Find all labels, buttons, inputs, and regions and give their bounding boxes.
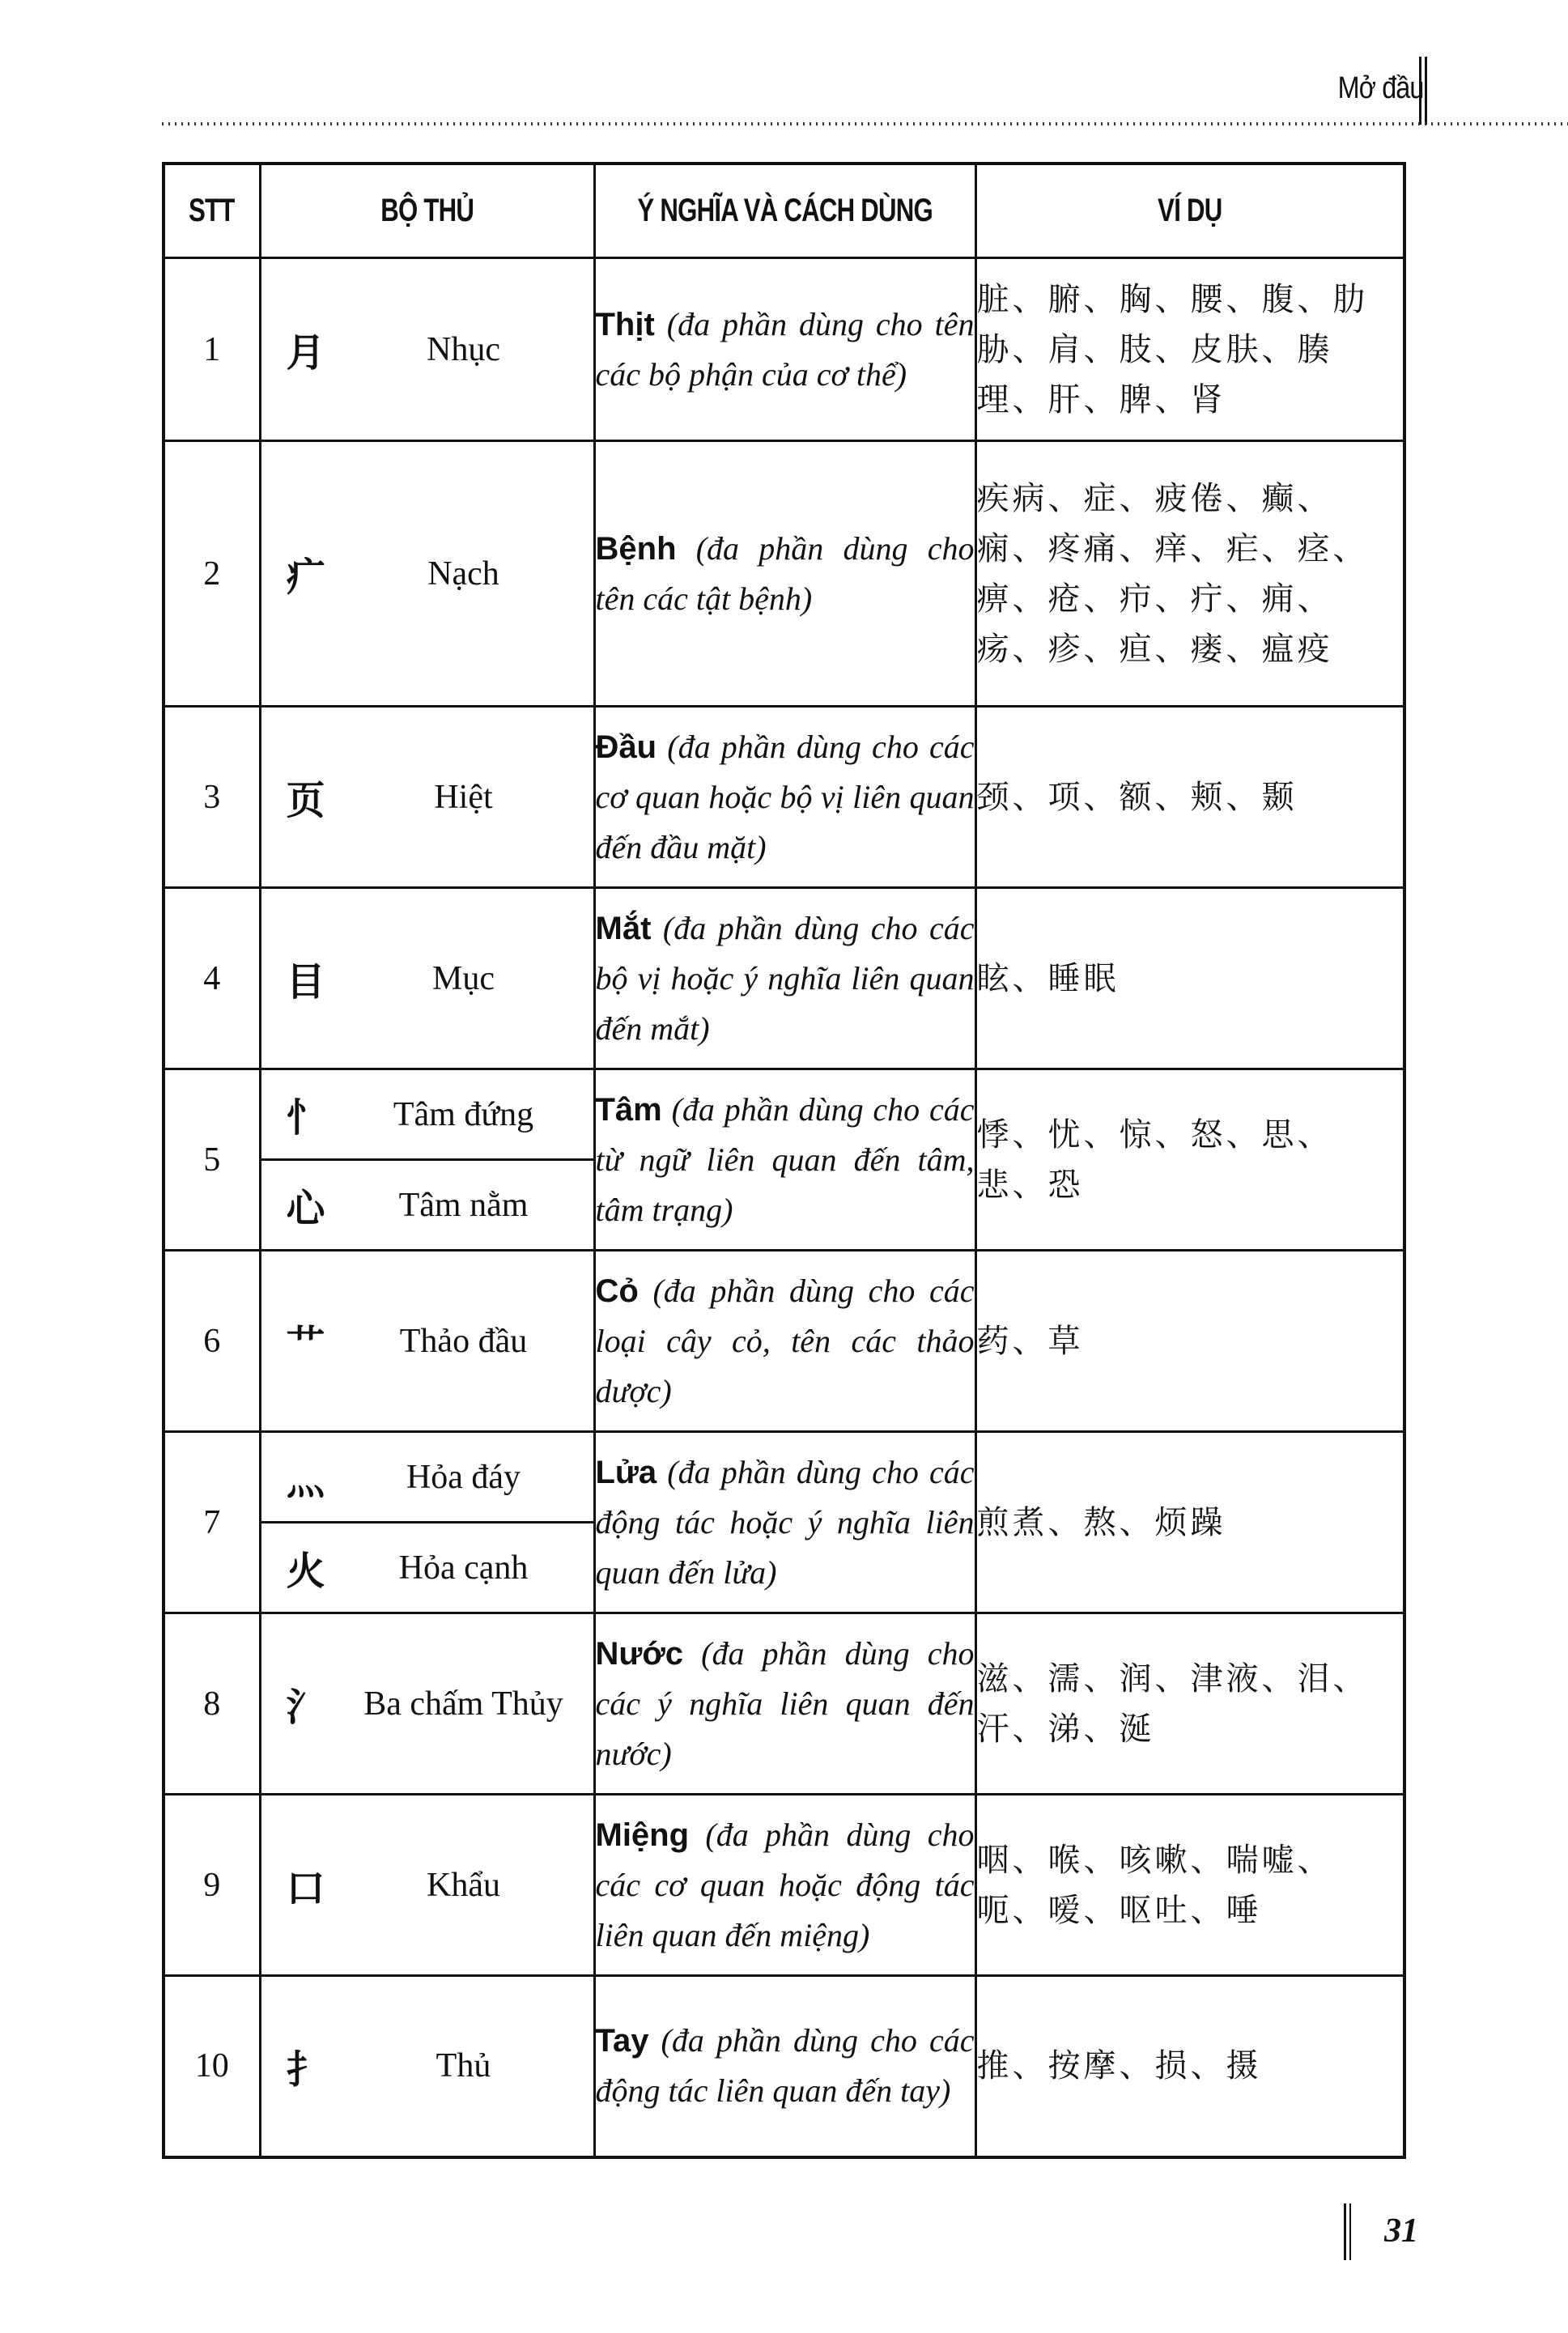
meaning-cell — [594, 441, 975, 707]
chapter-title: Mở đầu — [1338, 71, 1424, 105]
header-stt: STT — [164, 164, 260, 258]
table-row — [164, 1069, 1404, 1160]
examples-cell: 药、草 — [975, 1251, 1404, 1432]
stt-cell: 4 — [164, 888, 260, 1069]
stt-cell: 3 — [164, 707, 260, 888]
examples-cell: 悸、忧、惊、怒、思、悲、恐 — [975, 1069, 1404, 1251]
meaning-description: (đa phần dùng cho các cơ quan hoặc động tác liên quan đến miệng) — [595, 1816, 975, 1953]
dotted-rule — [162, 122, 1568, 125]
radical-glyph: 页 — [286, 778, 325, 823]
meaning-description: (đa phần dùng cho tên các bộ phận của cơ thể) — [595, 305, 975, 393]
radical-cell — [260, 1976, 594, 2157]
table-row — [164, 1976, 1404, 2157]
meaning-description: (đa phần dùng cho các từ ngữ liên quan đến tâm, tâm trạng) — [595, 1090, 975, 1228]
radical-cell — [260, 1069, 594, 1160]
page-number-bar — [1344, 2203, 1351, 2260]
radical — [261, 1177, 593, 1233]
meaning-cell — [594, 707, 975, 888]
radical-name: Ba chấm Thủy — [363, 1685, 563, 1723]
examples-cell: 推、按摩、损、摄 — [975, 1976, 1404, 2157]
radical-cell — [260, 888, 594, 1069]
examples-cell: 疾病、症、疲倦、癫、痫、疼痛、痒、疟、痉、痹、疮、疖、疔、痈、疡、疹、疸、瘘、瘟疫 — [975, 441, 1404, 707]
meaning-description: (đa phần dùng cho các cơ quan hoặc bộ vị liên quan đến đầu mặt) — [595, 728, 975, 865]
meaning-cell — [594, 1069, 975, 1251]
meaning-cell — [594, 1432, 975, 1613]
radical-cell — [260, 1160, 594, 1251]
radical-glyph: 心 — [286, 1186, 325, 1231]
radical — [261, 1857, 593, 1913]
radical — [261, 321, 593, 377]
header-radical: BỘ THỦ — [260, 164, 594, 258]
radical-glyph: 灬 — [286, 1458, 325, 1503]
radical-glyph: 目 — [286, 959, 325, 1005]
radical-name: Nhục — [427, 330, 500, 368]
radical-cell — [260, 1432, 594, 1523]
radical-cell — [260, 1523, 594, 1613]
meaning-keyword: Mắt — [595, 910, 652, 946]
table-row — [164, 1432, 1404, 1523]
table-row — [164, 888, 1404, 1069]
radical-cell — [260, 258, 594, 441]
table-body — [164, 258, 1404, 2157]
radical-cell — [260, 1251, 594, 1432]
radical — [261, 546, 593, 601]
radical-glyph: 艹 — [286, 1322, 325, 1367]
radical-name: Hỏa cạnh — [398, 1549, 529, 1587]
radical-name: Tâm đứng — [393, 1095, 534, 1133]
table-row — [164, 258, 1404, 441]
running-head — [0, 0, 1568, 130]
table-header-row — [164, 164, 1404, 258]
stt-cell: 1 — [164, 258, 260, 441]
meaning-cell — [594, 1795, 975, 1976]
radical-cell — [260, 1795, 594, 1976]
meaning-description: (đa phần dùng cho các động tác liên quan đến tay) — [595, 2022, 975, 2110]
examples-cell: 咽、喉、咳嗽、喘嘘、呃、嗳、呕吐、唾 — [975, 1795, 1404, 1976]
radical-name: Tâm nằm — [398, 1186, 529, 1224]
meaning-keyword: Tay — [595, 2023, 649, 2059]
meaning-keyword: Thịt — [595, 306, 655, 342]
radical-name: Khẩu — [427, 1866, 500, 1904]
page-number: 31 — [1384, 2212, 1418, 2250]
meaning-description: (đa phần dùng cho các loại cây cỏ, tên các thảo dược) — [595, 1272, 975, 1409]
meaning-keyword: Tâm — [595, 1091, 662, 1128]
stt-cell: 7 — [164, 1432, 260, 1613]
meaning-description: (đa phần dùng cho tên các tật bệnh) — [595, 529, 975, 617]
radical-name: Hiệt — [434, 778, 493, 816]
radical-glyph: 月 — [286, 330, 325, 376]
examples-cell: 滋、濡、润、津液、泪、汗、涕、涎 — [975, 1613, 1404, 1795]
radical-glyph: 火 — [286, 1549, 325, 1594]
radical — [261, 1086, 593, 1142]
meaning-keyword: Lửa — [595, 1454, 657, 1490]
meaning-keyword: Cỏ — [595, 1273, 639, 1309]
meaning-keyword: Nước — [595, 1635, 684, 1672]
meaning-cell — [594, 1251, 975, 1432]
radical-name: Mục — [432, 959, 495, 997]
examples-cell: 颈、项、额、颊、颞 — [975, 707, 1404, 888]
table-row — [164, 1795, 1404, 1976]
table-row — [164, 1251, 1404, 1432]
radicals-table — [162, 162, 1406, 2159]
meaning-keyword: Đầu — [595, 729, 657, 765]
meaning-description: (đa phần dùng cho các ý nghĩa liên quan đến nước) — [595, 1634, 975, 1772]
table-row — [164, 1613, 1404, 1795]
radical — [261, 1449, 593, 1505]
meaning-description: (đa phần dùng cho các bộ vị hoặc ý nghĩa liên quan đến mắt) — [595, 909, 975, 1047]
stt-cell: 10 — [164, 1976, 260, 2157]
radical — [261, 769, 593, 825]
header-double-bar — [1419, 57, 1427, 125]
meaning-cell — [594, 1613, 975, 1795]
radical-glyph: 疒 — [286, 555, 325, 600]
radical — [261, 1540, 593, 1596]
meaning-cell — [594, 888, 975, 1069]
table-row — [164, 441, 1404, 707]
radical-name: Thảo đầu — [399, 1322, 528, 1360]
radical-glyph: 忄 — [286, 1095, 325, 1141]
header-examples: VÍ DỤ — [975, 164, 1404, 258]
examples-cell: 眩、睡眠 — [975, 888, 1404, 1069]
radical — [261, 2038, 593, 2094]
radical-name: Nạch — [427, 555, 499, 593]
meaning-keyword: Miệng — [595, 1817, 690, 1853]
radical-glyph: 口 — [286, 1866, 325, 1911]
radical-name: Thủ — [436, 2047, 491, 2085]
radical — [261, 1313, 593, 1369]
examples-cell: 煎煮、熬、烦躁 — [975, 1432, 1404, 1613]
table-row — [164, 707, 1404, 888]
stt-cell: 6 — [164, 1251, 260, 1432]
stt-cell: 5 — [164, 1069, 260, 1251]
radical-cell — [260, 707, 594, 888]
meaning-description: (đa phần dùng cho các động tác hoặc ý nghĩa liên quan đến lửa) — [595, 1453, 975, 1591]
radical-cell — [260, 441, 594, 707]
stt-cell: 9 — [164, 1795, 260, 1976]
radical-cell — [260, 1613, 594, 1795]
stt-cell: 2 — [164, 441, 260, 707]
examples-cell: 脏、腑、胸、腰、腹、肋胁、肩、肢、皮肤、腠理、肝、脾、肾 — [975, 258, 1404, 441]
meaning-keyword: Bệnh — [595, 530, 677, 567]
header-meaning: Ý NGHĨA VÀ CÁCH DÙNG — [594, 164, 975, 258]
meaning-cell — [594, 1976, 975, 2157]
meaning-cell — [594, 258, 975, 441]
radical — [261, 950, 593, 1006]
radical-glyph: 氵 — [286, 1685, 325, 1730]
stt-cell: 8 — [164, 1613, 260, 1795]
radical — [261, 1676, 593, 1732]
radical-name: Hỏa đáy — [406, 1458, 521, 1496]
radical-glyph: 扌 — [286, 2046, 325, 2093]
